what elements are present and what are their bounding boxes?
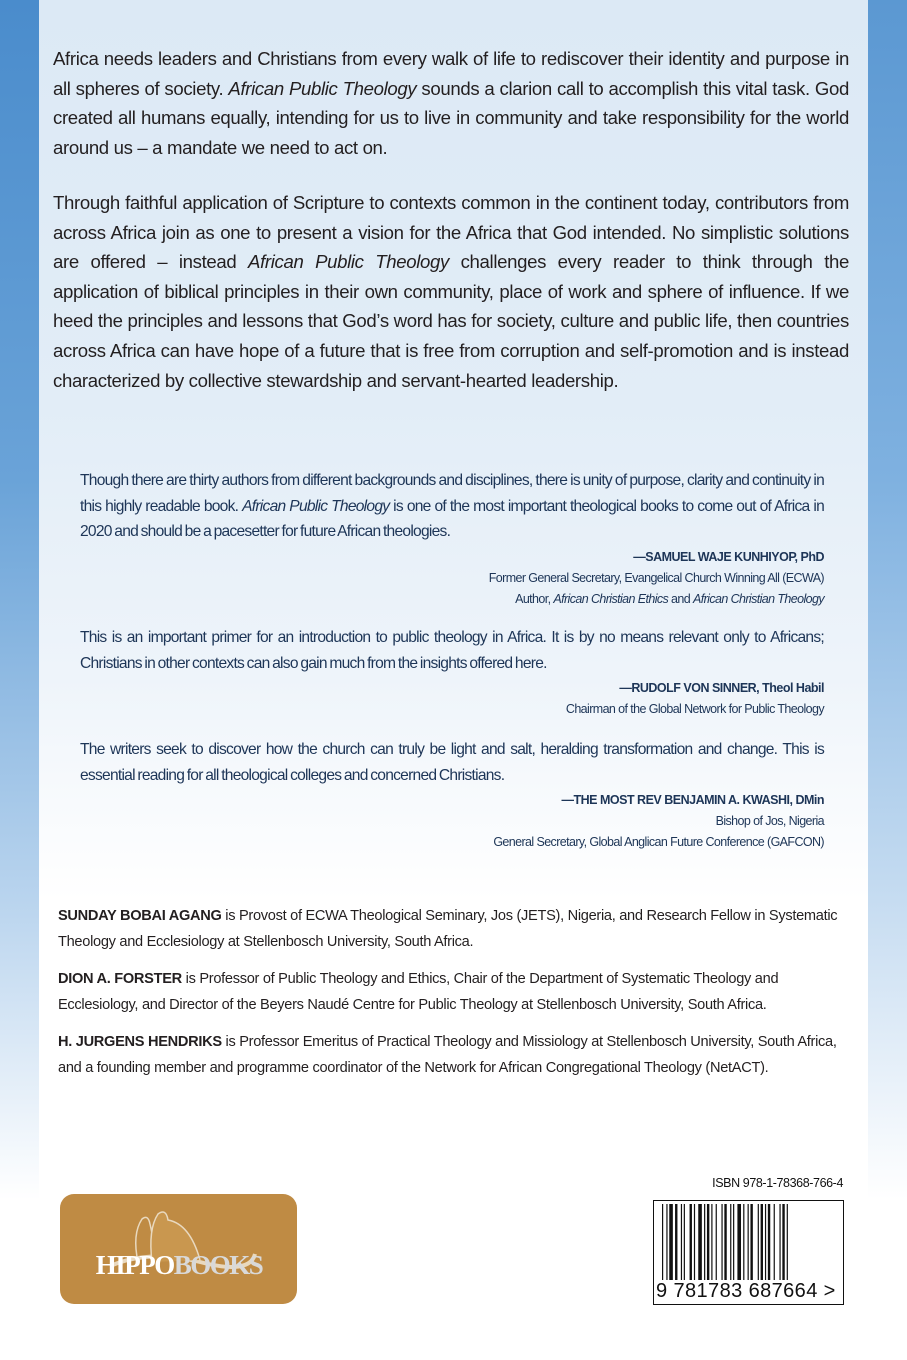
- blurb-text: challenges every reader to think through the application of biblical principles in their own community, place of work and sphere of influence. If we heed the principles and lessons that God’s word has for society, culture and public life, then countries across Africa can have hope of a future that is free from corruption and self-promotion and is instead characterized by collective stewardship and servant-hearted leadership.: [53, 251, 849, 391]
- bio-text: is Provost of ECWA Theological Seminary, Jos (JETS), Nigeria, and Research Fellow in Systematic Theology and Ecclesiology at Stellenbosch University, South Africa.: [58, 908, 838, 950]
- book-title: African Public Theology: [242, 497, 390, 515]
- endorsement-text: The writers seek to discover how the church can truly be light and salt, heralding transformation and change. This is essential reading for all theological colleges and concerned Christians.: [80, 741, 824, 784]
- logo-text-books: BOOKS: [173, 1250, 263, 1280]
- endorser-role: Former General Secretary, Evangelical Church Winning All (ECWA): [488, 570, 824, 585]
- role-text: and: [668, 591, 693, 606]
- endorsement-text: [80, 468, 824, 545]
- blurb-text: Through faithful application of Scripture to contexts common in the continent today, contributors from across Africa join as one to present a vision for the Africa that God intended. No simplistic solutions are offered – instead: [53, 192, 849, 273]
- barcode-bars-icon: [662, 1204, 834, 1282]
- blurb-paragraph-2: [53, 188, 849, 395]
- author-bio-1: [58, 903, 844, 955]
- endorsement-1: [80, 468, 824, 610]
- right-blue-border: [868, 0, 907, 1200]
- endorser-name: —SAMUEL WAJE KUNHIYOP, PhD: [633, 549, 824, 564]
- bio-text: is Professor of Public Theology and Ethics, Chair of the Department of Systematic Theology and Ecclesiology, and Director of the Beyers Naudé Centre for Public Theology at Stellenbosch University, South Africa.: [58, 971, 779, 1013]
- hippo-illustration-icon: [60, 1194, 297, 1304]
- endorser-role: [80, 589, 824, 610]
- endorser-role: Bishop of Jos, Nigeria: [715, 814, 824, 828]
- author-bio-2: [58, 966, 844, 1018]
- blurb-text: Africa needs leaders and Christians from every walk of life to rediscover their identity and purpose in all spheres of society.: [53, 48, 849, 99]
- endorser-name: —THE MOST REV BENJAMIN A. KWASHI, DMin: [561, 793, 824, 807]
- endorsement-text: This is an important primer for an introduction to public theology in Africa. It is by no means relevant only to Africans; Christians in other contexts can also gain much from the insights offered here.: [80, 629, 824, 672]
- barcode-digits: 9 781783 687664 >: [656, 1280, 836, 1302]
- endorser-name: —RUDOLF VON SINNER, Theol Habil: [619, 681, 824, 695]
- endorsement-3: [80, 737, 824, 853]
- blurb-text: sounds a clarion call to accomplish this vital task. God created all humans equally, intending for us to live in community and take responsibility for the world around us – a mandate we need to act on.: [53, 77, 849, 158]
- author-name: SUNDAY BOBAI AGANG: [58, 908, 222, 924]
- isbn-label: ISBN 978-1-78368-766-4: [712, 1176, 843, 1190]
- endorser-role: General Secretary, Global Anglican Future Conference (GAFCON): [493, 835, 824, 849]
- endorser-role: Chairman of the Global Network for Public Theology: [565, 702, 824, 716]
- book-title: African Public Theology: [248, 251, 449, 273]
- author-name: H. JURGENS HENDRIKS: [58, 1034, 222, 1050]
- endorsement-2: [80, 625, 824, 720]
- role-text: Author,: [515, 591, 554, 606]
- bio-text: is Professor Emeritus of Practical Theology and Missiology at Stellenbosch University, South Africa, and a founding member and programme coordinator of the Network for African Congregational Theology (NetACT).: [58, 1034, 837, 1076]
- hippobooks-logo: [60, 1194, 297, 1304]
- barcode: [653, 1200, 844, 1305]
- book-title: African Christian Theology: [693, 591, 824, 606]
- logo-wordmark: [72, 1250, 286, 1281]
- logo-text-hippo: HIPPO: [95, 1250, 174, 1280]
- book-title: African Public Theology: [228, 77, 417, 99]
- book-title: African Christian Ethics: [553, 591, 669, 606]
- left-blue-border: [0, 0, 39, 1200]
- author-bio-3: [58, 1029, 844, 1081]
- quote-text: is one of the most important theological books to come out of Africa in 2020 and should be a pacesetter for future African theologies.: [80, 497, 824, 540]
- quote-text: Though there are thirty authors from different backgrounds and disciplines, there is unity of purpose, clarity and continuity in this highly readable book.: [80, 472, 824, 515]
- blurb-paragraph-1: [53, 44, 849, 162]
- author-name: DION A. FORSTER: [58, 971, 182, 987]
